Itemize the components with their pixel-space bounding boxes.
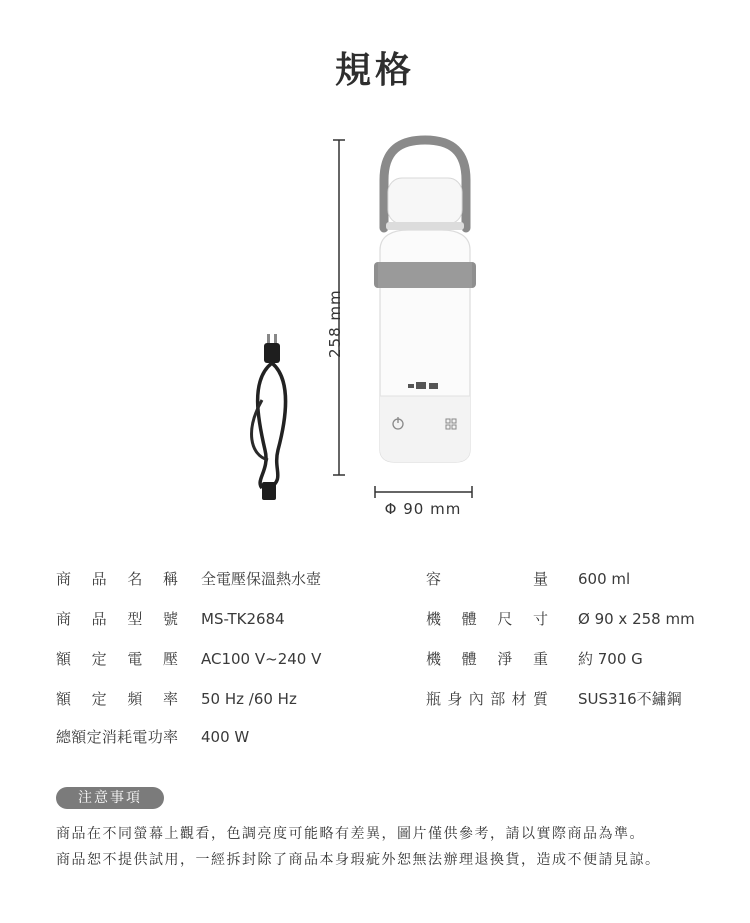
spec-value: 400 W bbox=[201, 728, 250, 746]
spec-label: 額定頻率 bbox=[56, 690, 178, 708]
spec-label: 總額定消耗電功率 bbox=[56, 728, 178, 746]
width-dimension-line bbox=[375, 486, 472, 498]
spec-row-model bbox=[56, 609, 285, 629]
height-dimension-label: 258 mm bbox=[326, 289, 344, 358]
notice-line: 商品在不同螢幕上觀看，色調亮度可能略有差異，圖片僅供參考，請以實際商品為準。 bbox=[56, 826, 645, 842]
spec-value: SUS316不鏽鋼 bbox=[578, 690, 682, 708]
spec-row-frequency bbox=[56, 689, 297, 709]
spec-value: AC100 V~240 V bbox=[201, 650, 322, 668]
kettle-illustration bbox=[374, 140, 476, 462]
spec-value: MS-TK2684 bbox=[201, 610, 285, 628]
spec-row-power bbox=[56, 727, 250, 747]
spec-label: 機體尺寸 bbox=[426, 610, 548, 628]
notice-line: 商品恕不提供試用，一經拆封除了商品本身瑕疵外恕無法辦理退換貨，造成不便請見諒。 bbox=[56, 852, 661, 868]
page-title: 規格 bbox=[334, 50, 415, 91]
power-cord-illustration bbox=[252, 334, 286, 500]
spec-row-material bbox=[426, 689, 682, 709]
width-dimension-label: Φ 90 mm bbox=[384, 500, 462, 518]
spec-value: Ø 90 x 258 mm bbox=[578, 610, 695, 628]
spec-row-dimensions bbox=[426, 609, 695, 629]
spec-label: 容量 bbox=[426, 570, 548, 588]
spec-row-capacity bbox=[426, 569, 631, 589]
spec-label: 額定電壓 bbox=[56, 650, 178, 668]
spec-value: 50 Hz /60 Hz bbox=[201, 690, 297, 708]
spec-label: 商品名稱 bbox=[56, 570, 178, 588]
spec-row-voltage bbox=[56, 649, 322, 669]
spec-label: 商品型號 bbox=[56, 610, 178, 628]
spec-row-weight bbox=[426, 649, 643, 669]
spec-value: 600 ml bbox=[578, 570, 631, 588]
spec-value: 全電壓保溫熱水壺 bbox=[201, 570, 322, 588]
spec-label: 瓶身內部材質 bbox=[426, 690, 548, 708]
spec-label: 機體淨重 bbox=[426, 650, 548, 668]
spec-value: 約 700 G bbox=[578, 650, 643, 668]
notice-badge: 注意事項 bbox=[56, 787, 164, 809]
spec-row-product-name bbox=[56, 569, 322, 589]
